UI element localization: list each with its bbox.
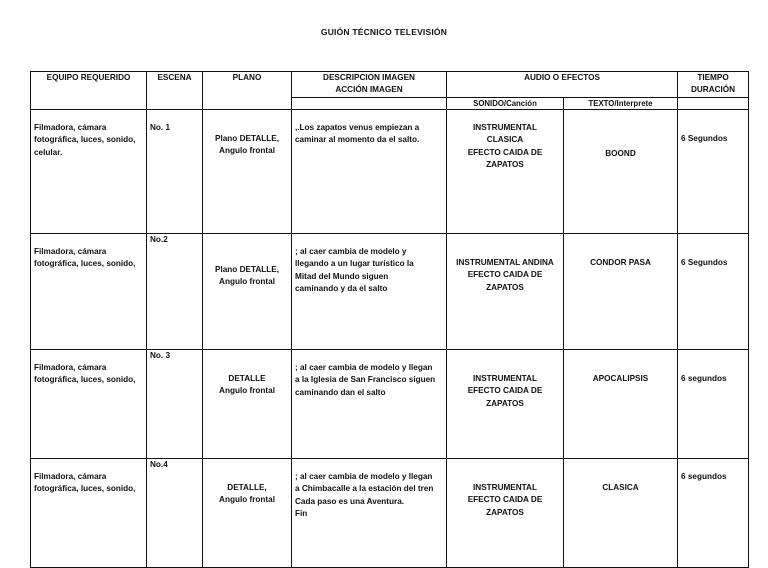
cell-sonido: INSTRUMENTAL ANDINA EFECTO CAIDA DE ZAPATOS [447, 233, 564, 349]
cell-equipo: Filmadora, cámara fotográfica, luces, sonido, [31, 349, 147, 458]
script-table [30, 71, 749, 568]
cell-texto: BOOND [564, 109, 678, 233]
table-row [31, 233, 749, 349]
cell-equipo: Filmadora, cámara fotográfica, luces, sonido, [31, 458, 147, 567]
header-escena: ESCENA [147, 72, 203, 110]
header-row [31, 72, 749, 98]
table-row [31, 349, 749, 458]
cell-descripcion: ; al caer cambia de modelo y llegan a Chimbacalle a la estación del tren Cada paso es una Aventura. Fin [292, 458, 447, 567]
cell-sonido: INSTRUMENTAL CLASICA EFECTO CAIDA DE ZAPATOS [447, 109, 564, 233]
cell-tiempo: 6 segundos [678, 458, 749, 567]
cell-plano: DETALLE, Angulo frontal [203, 458, 292, 567]
document-title: GUIÓN TÉCNICO TELEVISIÓN [320, 27, 448, 37]
cell-tiempo: 6 Segundos [678, 233, 749, 349]
header-audio: AUDIO O EFECTOS [447, 72, 678, 98]
cell-escena: No.4 [147, 458, 203, 567]
cell-equipo: Filmadora, cámara fotográfica, luces, sonido, celular. [31, 109, 147, 233]
cell-descripcion: ; al caer cambia de modelo y llegan a la Iglesia de San Francisco siguen caminando dan el salto [292, 349, 447, 458]
cell-plano: Plano DETALLE, Angulo frontal [203, 109, 292, 233]
subheader-blank-tiempo [678, 97, 749, 109]
header-texto: TEXTO/Interprete [564, 97, 678, 109]
header-descripcion: DESCRIPCION IMAGEN ACCIÓN IMAGEN [292, 72, 447, 98]
cell-sonido: INSTRUMENTAL EFECTO CAIDA DE ZAPATOS [447, 349, 564, 458]
table-row [31, 109, 749, 233]
cell-tiempo: 6 Segundos [678, 109, 749, 233]
cell-equipo: Filmadora, cámara fotográfica, luces, sonido, [31, 233, 147, 349]
cell-descripcion: ; al caer cambia de modelo y llegando a un lugar turístico la Mitad del Mundo siguen caminando y da el salto [292, 233, 447, 349]
cell-texto: CONDOR PASA [564, 233, 678, 349]
cell-texto: CLASICA [564, 458, 678, 567]
subheader-blank-descripcion [292, 97, 447, 109]
cell-plano: DETALLE Angulo frontal [203, 349, 292, 458]
cell-escena: No.2 [147, 233, 203, 349]
cell-escena: No. 3 [147, 349, 203, 458]
header-tiempo: TIEMPO DURACIÓN [678, 72, 749, 98]
header-equipo: EQUIPO REQUERIDO [31, 72, 147, 110]
cell-descripcion: ,.Los zapatos venus empiezan a caminar al momento da el salto. [292, 109, 447, 233]
cell-plano: Plano DETALLE, Angulo frontal [203, 233, 292, 349]
cell-escena: No. 1 [147, 109, 203, 233]
cell-tiempo: 6 segundos [678, 349, 749, 458]
cell-texto: APOCALIPSIS [564, 349, 678, 458]
table-row [31, 458, 749, 567]
header-sonido: SONIDO/Canción [447, 97, 564, 109]
cell-sonido: INSTRUMENTAL EFECTO CAIDA DE ZAPATOS [447, 458, 564, 567]
header-plano: PLANO [203, 72, 292, 110]
